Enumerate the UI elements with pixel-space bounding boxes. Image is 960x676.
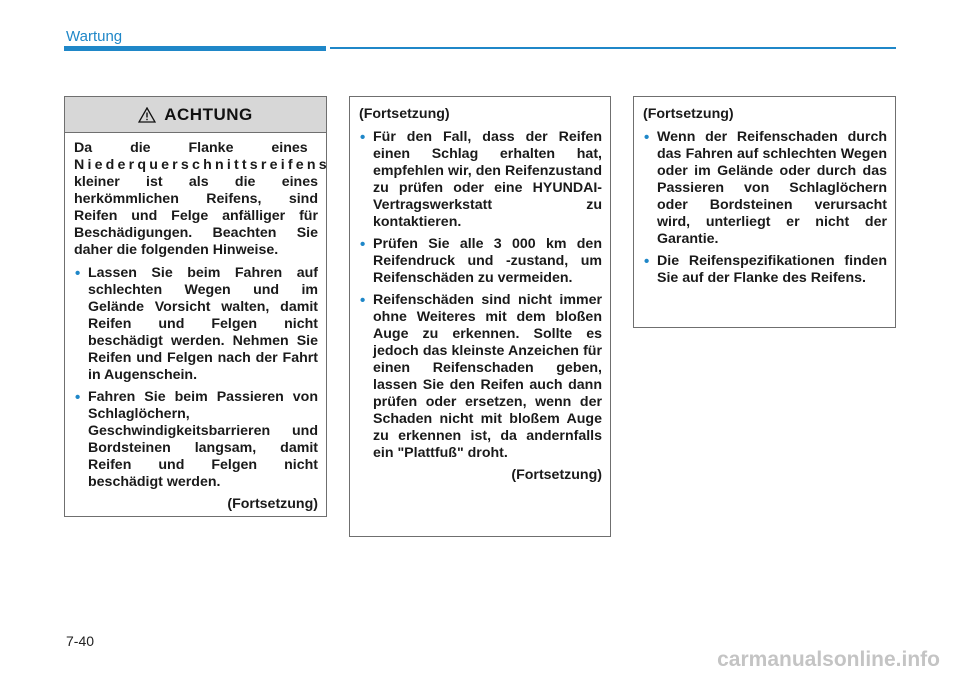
continued-label: (Fortsetzung): [227, 496, 318, 512]
continued-box-2: [633, 96, 896, 328]
page-number: 7-40: [66, 633, 95, 649]
list-item: • Reifenschäden sind nicht immer ohne Weiteres mit dem bloßen Auge zu erkennen. Sollte es jedoch das kleinste Anzeichen für einen Reifenschaden geben, lassen Sie den Reifen auch dann prüfen oder ersetzen, wenn der Schaden nicht mit bloßem Auge zu erkennen ist, da andernfalls ein "Plattfuß" droht.: [360, 292, 602, 461]
list-item: • Prüfen Sie alle 3 000 km den Reifendruck und -zustand, um Reifenschäden zu vermeiden.: [360, 236, 602, 286]
section-title: Wartung: [66, 28, 123, 45]
bullet-icon: •: [360, 129, 366, 146]
warning-box: [64, 96, 330, 517]
watermark: carmanualsonline.info: [717, 648, 940, 671]
list-item: • Lassen Sie beim Fahren auf schlechten Wegen und im Gelände Vorsicht walten, damit Reifen und Felgen nicht beschädigt werden. Nehmen Sie Reifen und Felgen nach der Fahrt in Augenschein.: [75, 265, 318, 383]
warning-bullet-list: [74, 265, 318, 491]
continued-label: (Fortsetzung): [511, 467, 602, 483]
bullet-list: [643, 129, 887, 287]
continued-box-1: [349, 96, 611, 537]
header-rule-thin: [330, 47, 896, 49]
bullet-icon: •: [360, 292, 366, 309]
warning-intro-line3: kleiner ist als die eines herkömmlichen Reifens, sind Reifen und Felge anfälliger für Beschädigungen. Beachten Sie daher die folgenden Hinweise.: [74, 174, 318, 258]
header-rule-thick: [64, 46, 326, 51]
list-item: • Wenn der Reifenschaden durch das Fahren auf schlechten Wegen oder im Gelände oder durch das Passieren von Schlaglöchern oder Bordsteinen verursacht wird, unterliegt er nicht der Garantie.: [644, 129, 887, 247]
list-item: • Die Reifenspezifikationen finden Sie auf der Flanke des Reifens.: [644, 253, 887, 286]
warning-intro-line2: Niederquerschnittsreifens: [74, 157, 330, 173]
continued-head: (Fortsetzung): [643, 106, 734, 122]
warning-intro-line1: Da die Flanke eines: [74, 140, 308, 156]
bullet-icon: •: [644, 253, 650, 270]
bullet-icon: •: [75, 389, 81, 406]
warning-title: ACHTUNG: [164, 104, 253, 124]
bullet-icon: •: [644, 129, 650, 146]
warning-triangle-icon: [138, 107, 156, 123]
bullet-icon: •: [75, 265, 81, 282]
warning-header: [65, 97, 326, 133]
list-item: • Fahren Sie beim Passieren von Schlaglöchern, Geschwindigkeitsbarrieren und Bordsteinen langsam, damit Reifen und Felgen nicht beschädigt werden.: [75, 389, 318, 490]
bullet-icon: •: [360, 236, 366, 253]
bullet-list: [359, 129, 602, 462]
list-item: • Für den Fall, dass der Reifen einen Schlag erhalten hat, empfehlen wir, den Reifenzustand zu prüfen oder eine HYUNDAI-Vertragswerkstatt zu kontaktieren.: [360, 129, 602, 230]
continued-head: (Fortsetzung): [359, 106, 450, 122]
